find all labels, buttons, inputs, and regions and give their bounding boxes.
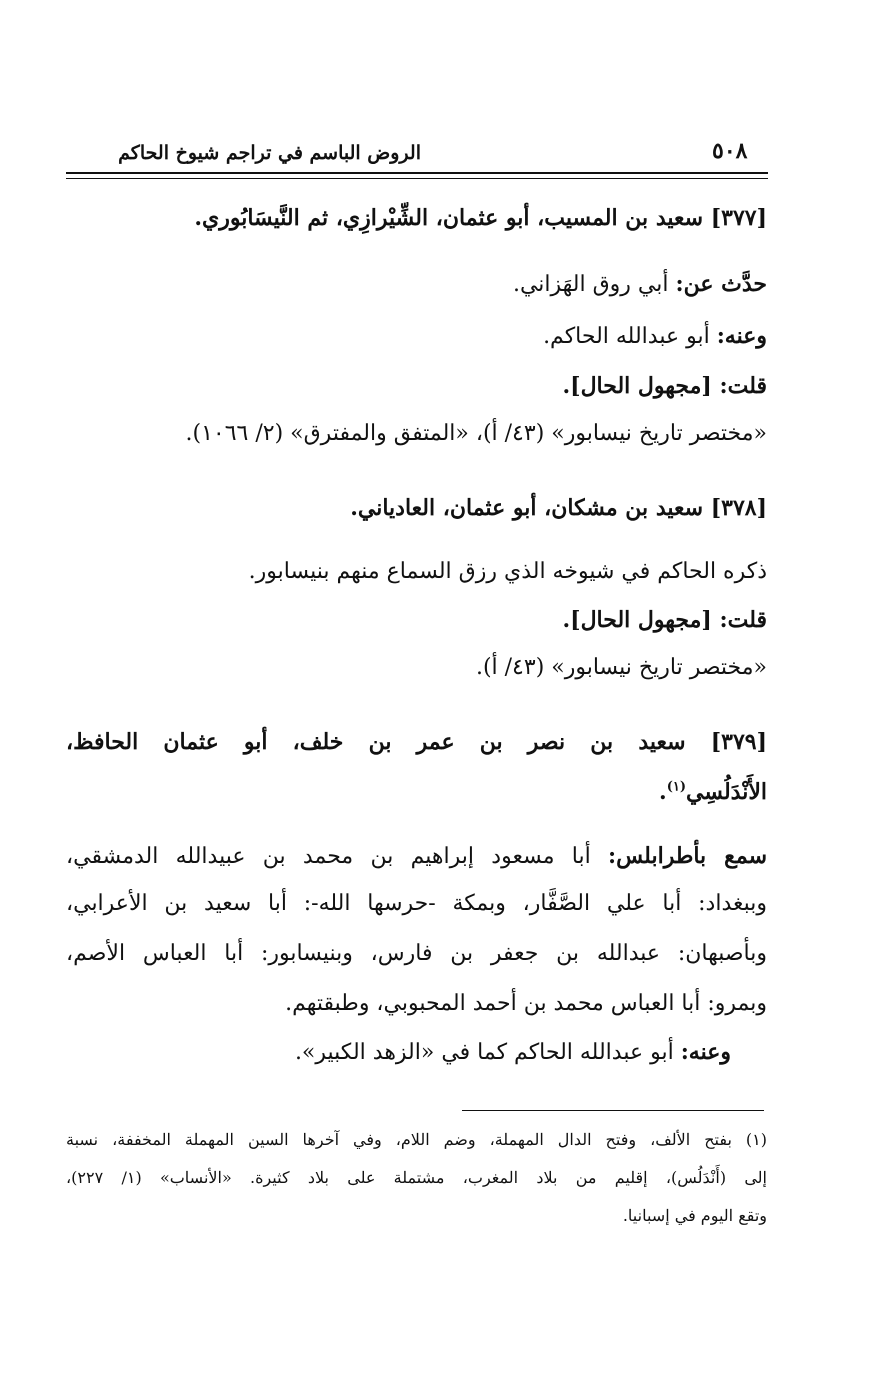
entry-377-from-him	[543, 320, 767, 353]
label-from-him: وعنه:	[716, 323, 767, 349]
label-narrated-from: حدَّث عن:	[675, 271, 767, 297]
footnote-separator	[462, 1110, 764, 1111]
entry-379-heading-end: .	[659, 779, 667, 805]
entry-379-line-merv: وبمرو: أبا العباس محمد بن أحمد المحبوبي، وطبقتهم.	[285, 991, 767, 1016]
header-rule-thin	[66, 178, 768, 179]
text-narrated-from: أبي روق الهَزاني.	[512, 272, 676, 297]
entry-378-mention: ذكره الحاكم في شيوخه الذي رزق السماع منهم بنيسابور.	[248, 559, 767, 584]
footnote-line-3: وتقع اليوم في إسبانيا.	[622, 1206, 767, 1225]
label-from-him: وعنه:	[680, 1039, 731, 1065]
text-from-him: أبو عبدالله الحاكم.	[543, 324, 717, 349]
footnote-line-1: (١) بفتح الألف، وفتح الدال المهملة، وضم اللام، وفي آخرها السين المهملة المخففة، نسبة	[66, 1130, 767, 1149]
entry-379-line-isfahan: وبأصبهان: عبدالله بن جعفر بن فارس، وبنيسابور: أبا العباس الأصم،	[66, 941, 767, 966]
running-header-title: الروض الباسم في تراجم شيوخ الحاكم	[118, 142, 421, 164]
entry-377-heading: [٣٧٧] سعيد بن المسيب، أبو عثمان، الشِّيْرازِي، ثم النَّيسَابُوري.	[194, 205, 767, 231]
label-heard-in-tripoli: سمع بأطرابلس:	[608, 843, 767, 869]
text-tripoli: أبا مسعود إبراهيم بن محمد بن عبيدالله الدمشقي،	[66, 844, 609, 869]
entry-378-sources: «مختصر تاريخ نيسابور» (٤٣/ أ).	[475, 655, 767, 680]
entry-377-verdict	[563, 370, 768, 403]
entry-379-line-baghdad: وببغداد: أبا علي الصَّفَّار، وبمكة -حرسها الله-: أبا سعيد بن الأعرابي،	[66, 891, 767, 916]
entry-379-line-tripoli	[66, 840, 767, 873]
entry-377-narrated-from	[513, 268, 767, 301]
label-verdict: قلت: [مجهول الحال].	[562, 373, 767, 399]
label-verdict: قلت: [مجهول الحال].	[562, 607, 767, 633]
page-number: ٥٠٨	[712, 138, 748, 164]
header-rule-thick	[66, 172, 768, 174]
text-from-him: أبو عبدالله الحاكم كما في «الزهد الكبير».	[294, 1040, 681, 1065]
entry-377-sources: «مختصر تاريخ نيسابور» (٤٣/ أ)، «المتفق والمفترق» (٢/ ١٠٦٦).	[185, 421, 767, 446]
entry-378-verdict	[563, 604, 768, 637]
entry-379-heading-line2	[659, 776, 767, 808]
entry-379-heading-line1: [٣٧٩] سعيد بن نصر بن عمر بن خلف، أبو عثمان الحافظ،	[66, 729, 767, 755]
footnote-line-2: إلى (أَنْدَلُس)، إقليم من بلاد المغرب، مشتملة على بلاد كثيرة. «الأنساب» (١/ ٢٢٧)،	[66, 1168, 767, 1187]
entry-379-nisba: الأَنْدَلُسِي	[686, 779, 767, 805]
entry-378-heading: [٣٧٨] سعيد بن مشكان، أبو عثمان، العادياني.	[350, 495, 767, 521]
footnote-reference[interactable]: (١)	[666, 779, 686, 795]
entry-379-from-him	[295, 1036, 731, 1069]
